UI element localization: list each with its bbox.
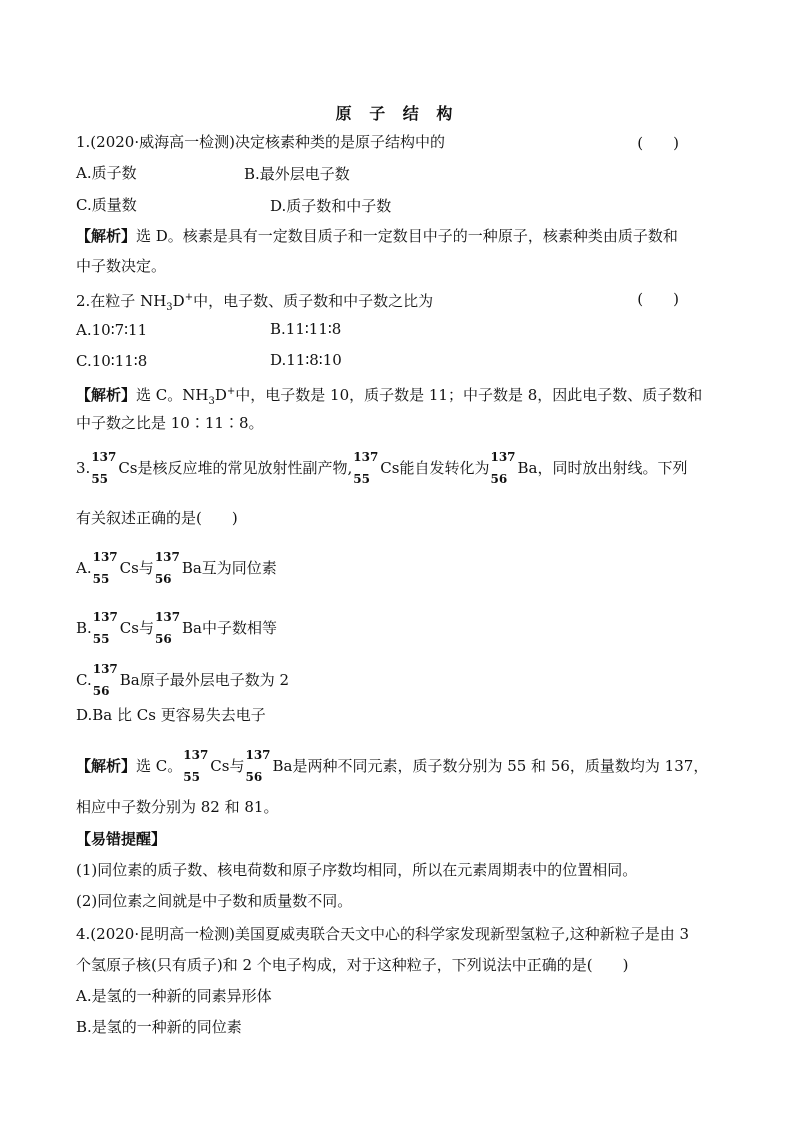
- q2-analysis: [76, 382, 702, 412]
- q2-stem-sup: +: [184, 292, 194, 303]
- q2-analysis-sub: 3: [208, 396, 215, 407]
- q2-stem-pre: 2.在粒子 NH: [76, 292, 167, 310]
- cs-nuclide: [183, 749, 209, 783]
- q1-analysis-text: 选 D。核素是具有一定数目质子和一定数目中子的一种原子，核素种类由质子数和: [136, 227, 678, 245]
- q2-analysis-pre: 选 C。NH: [136, 386, 209, 404]
- q2-stem: [76, 288, 433, 318]
- q2-analysis-mid: D: [214, 386, 227, 404]
- cs-nuclide: [93, 551, 119, 585]
- ba-mass-number: 137: [155, 610, 181, 624]
- q1-analysis-cont: 中子数决定。: [76, 257, 167, 275]
- q3-option-d: D.Ba 比 Cs 更容易失去电子: [76, 706, 266, 724]
- cs-mass-number: 137: [183, 748, 209, 762]
- analysis-tag: 【解析】: [76, 386, 137, 404]
- q3-stem: [76, 450, 687, 485]
- cs-nuclide: [93, 611, 119, 645]
- cs-atomic-number: 55: [92, 572, 110, 586]
- cs-atomic-number: 55: [183, 770, 200, 784]
- q1-answer-paren: ( ): [637, 134, 679, 152]
- cs-mass-number: 137: [353, 450, 379, 464]
- q2-stem-mid: D: [172, 292, 185, 310]
- analysis-tag: 【解析】: [76, 757, 137, 775]
- analysis-tag: 【解析】: [76, 227, 137, 245]
- cs-symbol: Cs: [380, 459, 400, 477]
- q1-option-d: D.质子数和中子数: [270, 197, 392, 215]
- cs-nuclide: [91, 451, 117, 485]
- q4-stem: 4.(2020·昆明高一检测)美国夏威夷联合天文中心的科学家发现新型氢粒子,这种新粒子是由 3: [76, 925, 690, 943]
- q3-option-a-label: A.: [76, 559, 92, 577]
- q3-option-a: [76, 550, 277, 585]
- q1-option-a: A.质子数: [76, 164, 137, 182]
- q3-option-c-text: 原子最外层电子数为 2: [139, 671, 289, 689]
- cs-mass-number: 137: [91, 450, 117, 464]
- tip-heading: 【易错提醒】: [76, 830, 167, 848]
- q3-option-b-label: B.: [76, 619, 92, 637]
- tip-line-1: (1)同位素的质子数、核电荷数和原子序数均相同，所以在元素周期表中的位置相同。: [76, 861, 638, 879]
- ba-nuclide: [93, 663, 119, 697]
- q3-analysis-pre: 选 C。: [136, 757, 183, 775]
- q3-analysis-mid: 与: [229, 757, 245, 775]
- q2-option-a: A.10∶7∶11: [76, 321, 148, 339]
- ba-nuclide: [490, 451, 516, 485]
- cs-symbol: Cs: [210, 757, 230, 775]
- q3-option-b-mid: 与: [138, 619, 154, 637]
- q3-analysis-text: 是两种不同元素，质子数分别为 55 和 56，质量数均为 137，: [292, 757, 709, 775]
- ba-atomic-number: 56: [154, 572, 172, 586]
- ba-nuclide: [245, 749, 271, 783]
- q3-stem-part3: ，同时放出射线。下列: [537, 459, 688, 477]
- cs-atomic-number: 55: [91, 472, 109, 486]
- q2-analysis-sup: +: [226, 386, 236, 397]
- q3-option-a-mid: 与: [138, 559, 154, 577]
- q1-option-b: B.最外层电子数: [244, 165, 350, 183]
- ba-atomic-number: 56: [245, 770, 263, 784]
- q3-option-a-text: 互为同位素: [201, 559, 277, 577]
- cs-atomic-number: 55: [92, 632, 110, 646]
- q2-stem-sub: 3: [166, 302, 173, 313]
- ba-symbol: Ba: [517, 459, 538, 477]
- q3-analysis: [76, 748, 708, 783]
- q2-analysis-cont: 中子数之比是 10∶11∶8。: [76, 414, 264, 432]
- q3-number: 3.: [76, 459, 91, 477]
- cs-mass-number: 137: [92, 550, 118, 564]
- q1-stem: 1.(2020·威海高一检测)决定核素种类的是原子结构中的: [76, 133, 445, 151]
- q3-option-c: [76, 662, 289, 697]
- ba-symbol: Ba: [182, 619, 202, 637]
- ba-symbol: Ba: [181, 559, 202, 577]
- q3-option-b: [76, 610, 277, 645]
- tip-line-2: (2)同位素之间就是中子数和质量数不同。: [76, 892, 353, 910]
- q2-option-d: D.11∶8∶10: [270, 351, 342, 369]
- q4-option-a: A.是氢的一种新的同素异形体: [76, 987, 272, 1005]
- cs-symbol: Cs: [118, 459, 138, 477]
- cs-nuclide: [353, 451, 379, 485]
- ba-atomic-number: 56: [92, 684, 110, 698]
- q3-analysis-cont: 相应中子数分别为 82 和 81。: [76, 798, 279, 816]
- q3-stem-part2: 能自发转化为: [399, 459, 490, 477]
- q2-option-b: B.11∶11∶8: [270, 320, 342, 338]
- q3-option-b-text: 中子数相等: [201, 619, 277, 637]
- ba-mass-number: 137: [245, 748, 271, 762]
- cs-symbol: Cs: [119, 619, 139, 637]
- q2-analysis-post: 中，电子数是 10，质子数是 11；中子数是 8，因此电子数、质子数和: [235, 386, 703, 404]
- ba-mass-number: 137: [92, 662, 118, 676]
- q3-option-c-label: C.: [76, 671, 92, 689]
- ba-symbol: Ba: [119, 671, 140, 689]
- ba-mass-number: 137: [490, 450, 516, 464]
- q2-option-c: C.10∶11∶8: [76, 352, 148, 370]
- ba-symbol: Ba: [272, 757, 293, 775]
- q4-stem-cont: 个氢原子核(只有质子)和 2 个电子构成，对于这种粒子，下列说法中正确的是( ): [76, 956, 629, 974]
- ba-nuclide: [155, 611, 181, 645]
- ba-mass-number: 137: [154, 550, 180, 564]
- cs-atomic-number: 55: [353, 472, 370, 486]
- q1-analysis: [76, 226, 678, 246]
- q4-option-b: B.是氢的一种新的同位素: [76, 1018, 242, 1036]
- q2-stem-post: 中，电子数、质子数和中子数之比为: [193, 292, 434, 310]
- q3-stem-cont: 有关叙述正确的是( ): [76, 509, 238, 527]
- q1-option-c: C.质量数: [76, 196, 137, 214]
- page-title: 原 子 结 构: [335, 104, 459, 123]
- q2-answer-paren: ( ): [637, 290, 679, 308]
- ba-nuclide: [155, 551, 181, 585]
- q3-stem-part1: 是核反应堆的常见放射性副产物,: [137, 459, 353, 477]
- ba-atomic-number: 56: [155, 632, 172, 646]
- cs-symbol: Cs: [119, 559, 139, 577]
- cs-mass-number: 137: [92, 610, 118, 624]
- ba-atomic-number: 56: [490, 472, 508, 486]
